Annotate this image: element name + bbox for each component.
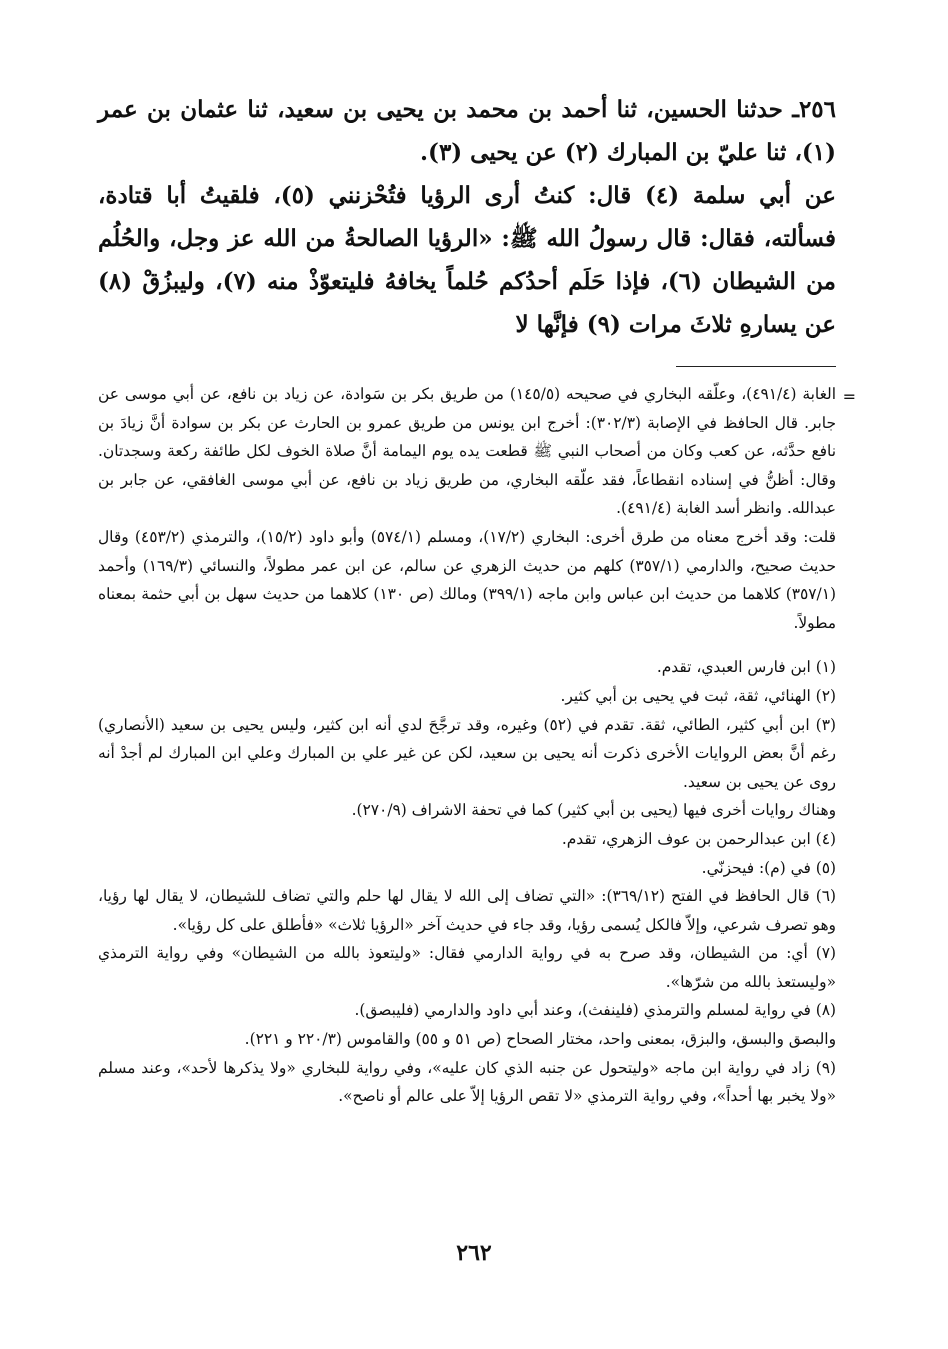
footnote-4: (٤) ابن عبدالرحمن بن عوف الزهري، تقدم. (561, 829, 836, 848)
footnote-8: (٨) في رواية لمسلم والترمذي (فلينفث)، وعند أبي داود والدارمي (فليبصق). (354, 1001, 836, 1020)
footnote-1: (١) ابن فارس العبدي، تقدم. (656, 658, 836, 677)
footnotes (98, 653, 836, 1111)
footnote-5: (٥) في (م): فيحزنّي. (701, 858, 836, 877)
book-page (98, 88, 856, 1111)
footnote-3: (٣) ابن أبي كثير، الطائي، ثقة. تقدم في (٥٢) وغيره، وقد ترجَّحَ لدي أنه ابن كثير، وليس يحيى بن سعيد (الأنصاري) رغم أنَّ بعض الروايات الأخرى ذكرت أنه يحيى بن سعيد، لكن عن غير علي بن المبارك وعلي ابن المبارك لم أجدْ أنه روى عن يحيى بن سعيد. (98, 715, 836, 791)
footnote-9: (٩) زاد في رواية ابن ماجه «وليتحول عن جنبه الذي كان عليه»، وفي رواية للبخاري «ولا يذكرها لأحد»، وعند مسلم «ولا يخبر بها أحداً»، وفي رواية الترمذي «لا تقص الرؤيا إلاّ على عالم أو ناصح». (98, 1058, 836, 1106)
footnote-7: (٧) أي: من الشيطان، وقد صرح به في رواية الدارمي فقال: «وليتعوذ بالله من الشيطان» وفي رواية الترمذي «وليستعذ بالله من شرّها». (98, 944, 836, 991)
continuation-mark: = (842, 387, 856, 406)
footnote-6: (٦) قال الحافظ في الفتح (٣٦٩/١٢): «التي تضاف إلى الله لا يقال لها حلم والتي تضاف للشيطان، لا يقال لها رؤيا، وهو تصرف شرعي، وإلاّ فالكل يُسمى رؤيا، وقد جاء في حديث آخر «الرؤيا ثلاث» «فأطلق على كل رؤيا». (98, 887, 836, 934)
page-number: ٢٦٢ (456, 1240, 492, 1266)
footnote-separator (676, 366, 836, 367)
continued-footnote (98, 380, 856, 637)
footnote-8-continuation: والبصق والبسق، والبزق، بمعنى واحد، مختار الصحاح (ص ٥١ و ٥٥) والقاموس (٢٢٠/٣ و ٢٢١). (244, 1030, 836, 1049)
continued-footnote-paragraph: قلت: وقد أخرج معناه من طرق أخرى: البخاري (١٧/٢)، ومسلم (٥٧٤/١) وأبو داود (١٥/٢)، والترمذي (٤٥٣/٢) وقال حديث صحيح، والدارمي (٣٥٧/١) كلهم من حديث الزهري عن سالم، عن ابن عمر مطولاً، والنسائي (١٦٩/٣) وأحمد (٣٥٧/١) كلاهما من حديث ابن عباس وابن ماجه (٣٩٩/١) ومالك (ص ١٣٠) كلاهما من حديث سهل بن أبي حثمة بمعناه مطولاً. (98, 527, 836, 632)
isnad-paragraph: ٢٥٦ـ حدثنا الحسين، ثنا أحمد بن محمد بن يحيى بن سعيد، ثنا عثمان بن عمر (١)، ثنا عليّ بن المبارك (٢) عن يحيى (٣). (98, 96, 836, 166)
hadith-main-text (98, 88, 836, 346)
footnote-2: (٢) الهنائي، ثقة، ثبت في يحيى بن أبي كثير. (560, 686, 836, 705)
footnote-3-continuation: وهناك روايات أخرى فيها (يحيى بن أبي كثير) كما في تحفة الاشراف (٢٧٠/٩). (351, 801, 836, 820)
continued-footnote-paragraph: الغابة (٤٩١/٤)، وعلّقه البخاري في صحيحه (١٤٥/٥) من طريق بكر بن سَوادة، عن زياد بن نافع، عن أبي موسى عن جابر. قال الحافظ في الإصابة (٣٠٢/٣): أخرج ابن يونس من طريق عمرو بن الحارث عن بكر بن سوادة أنَّ زيادَ بن نافع حدَّثه، عن كعب وكان من أصحاب النبي ﷺ قطعت يده يوم اليمامة أنَّ صلاة الخوف لكل طائفة ركعة وسجدتان. وقال: أظنُّ في إسناده انقطاعاً، فقد علّقه البخاري، من طريق زياد بن نافع، عن أبي موسى الغافقي، عن جابر بن عبدالله. وانظر أسد الغابة (٤٩١/٤). (98, 385, 836, 518)
matn-paragraph: عن أبي سلمة (٤) قال: كنتُ أرى الرؤيا فتُحْزنني (٥)، فلقيتُ أبا قتادة، فسألته، فقال: قال رسولُ الله ﷺ: «الرؤيا الصالحةُ من الله عز وجل، والحُلُم من الشيطان (٦)، فإذا حَلَم أحدُكم حُلماً يخافهُ فليتعوّذْ منه (٧)، وليبزُقْ (٨) عن يسارهِ ثلاثَ مرات (٩) فإنَّها لا (98, 182, 836, 338)
